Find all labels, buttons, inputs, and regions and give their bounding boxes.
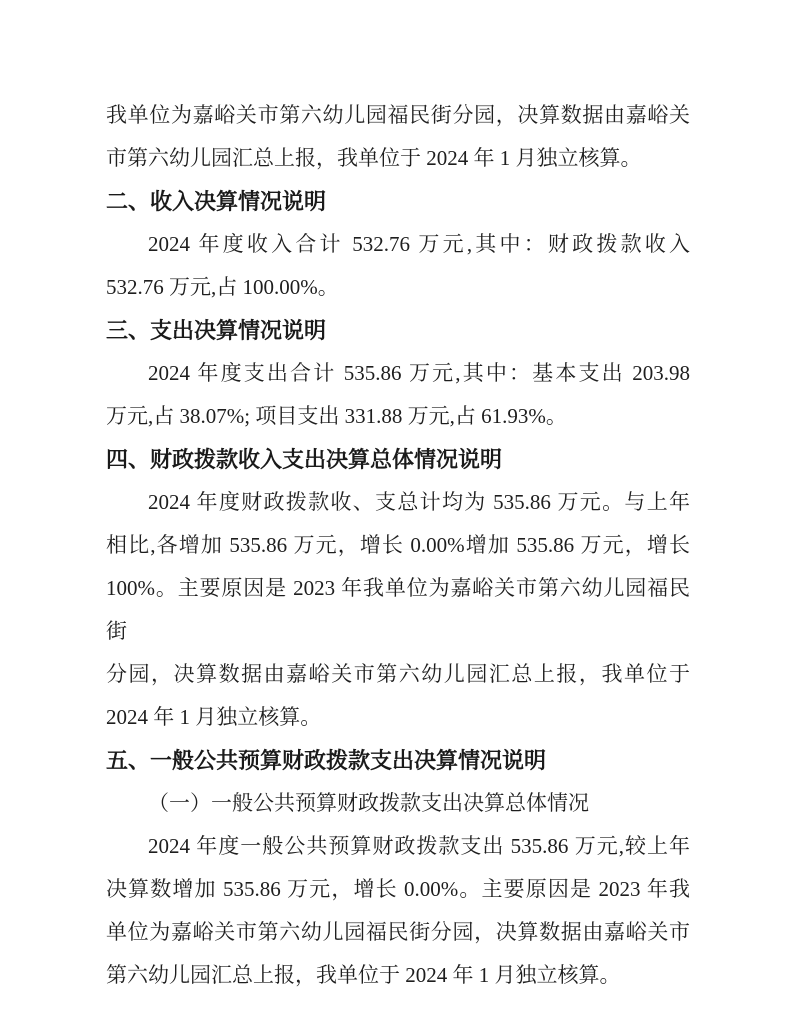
paragraph-line: 第六幼儿园汇总上报，我单位于 2024 年 1 月独立核算。 xyxy=(106,963,621,987)
section-heading: 五、一般公共预算财政拨款支出决算情况说明 xyxy=(106,748,547,773)
paragraph-line: 2024 年度一般公共预算财政拨款支出 535.86 万元,较上年 xyxy=(148,834,690,858)
section-heading: 四、财政拨款收入支出决算总体情况说明 xyxy=(106,447,503,472)
paragraph-line: 2024 年度支出合计 535.86 万元,其中：基本支出 203.98 xyxy=(148,361,690,385)
paragraph-line: 2024 年度财政拨款收、支总计均为 535.86 万元。与上年 xyxy=(148,490,690,514)
paragraph-line: 2024 年 1 月独立核算。 xyxy=(106,705,322,729)
paragraph-line: 分园，决算数据由嘉峪关市第六幼儿园汇总上报，我单位于 xyxy=(106,662,690,686)
paragraph-line: 100%。主要原因是 2023 年我单位为嘉峪关市第六幼儿园福民街 xyxy=(106,576,690,643)
paragraph-line: 市第六幼儿园汇总上报，我单位于 2024 年 1 月独立核算。 xyxy=(106,146,642,170)
section-heading: 三、支出决算情况说明 xyxy=(106,318,327,343)
paragraph-line: 单位为嘉峪关市第六幼儿园福民街分园，决算数据由嘉峪关市 xyxy=(106,920,690,944)
paragraph-line: 2024 年度收入合计 532.76 万元,其中：财政拨款收入 xyxy=(148,232,690,256)
paragraph-line: 万元,占 38.07%; 项目支出 331.88 万元,占 61.93%。 xyxy=(106,404,567,428)
paragraph-line: 相比,各增加 535.86 万元，增长 0.00%增加 535.86 万元，增长 xyxy=(106,533,690,557)
paragraph-line: 我单位为嘉峪关市第六幼儿园福民街分园，决算数据由嘉峪关 xyxy=(106,103,690,127)
subheading-line: （一）一般公共预算财政拨款支出决算总体情况 xyxy=(148,791,589,815)
section-heading: 二、收入决算情况说明 xyxy=(106,189,327,214)
paragraph-line: 532.76 万元,占 100.00%。 xyxy=(106,275,339,299)
paragraph-line: 决算数增加 535.86 万元，增长 0.00%。主要原因是 2023 年我 xyxy=(106,877,690,901)
